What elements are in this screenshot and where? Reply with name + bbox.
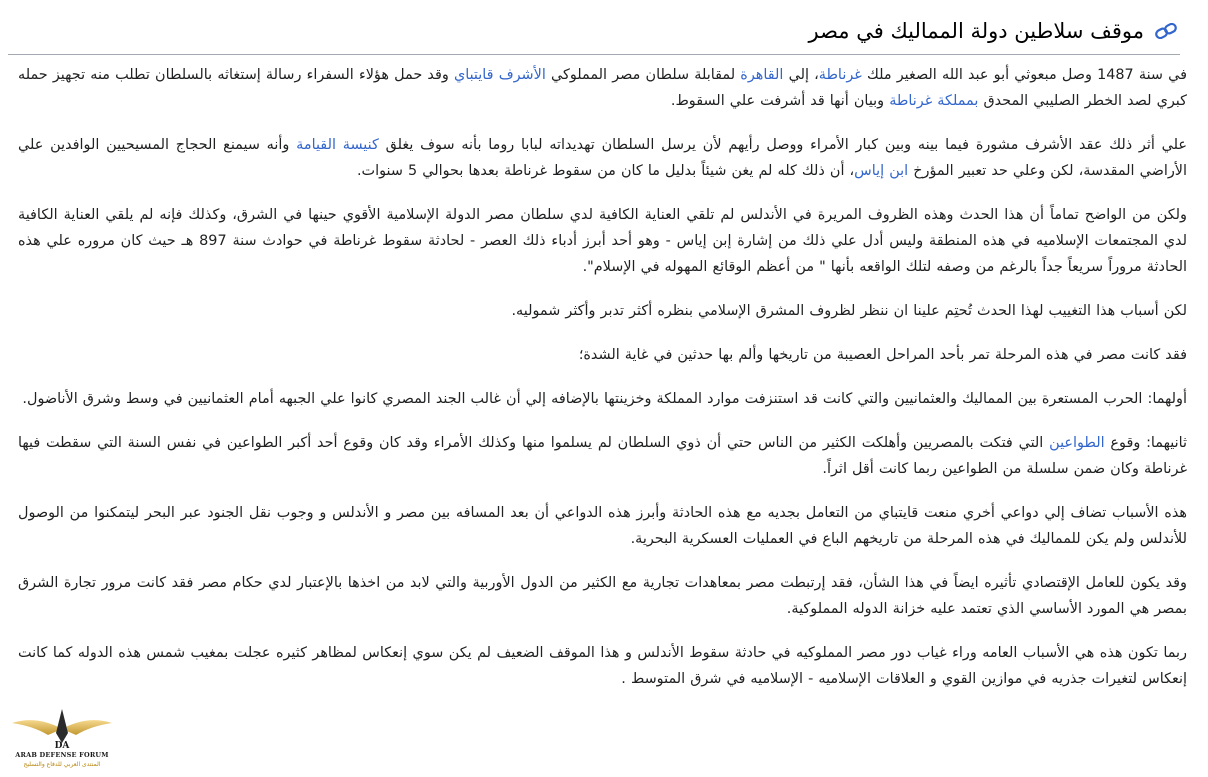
paragraph-text: وقد حمل هؤلاء السفراء رسالة إستغاثه بالسلطان تطلب منه تجهيز حمله كبري لصد الخطر الصليبي المحدق [18, 67, 1187, 109]
paragraph-text: لمقابلة سلطان مصر المملوكي [545, 67, 741, 83]
watermark-logo [8, 699, 116, 775]
logo-name-ar: المنتدى العربي للدفاع والتسليح [23, 761, 101, 768]
paragraph-text: ، إلي [783, 67, 819, 83]
paragraph [18, 298, 1187, 324]
paragraph [18, 570, 1187, 622]
paragraph [18, 202, 1187, 280]
paragraph-text: ربما تكون هذه هي الأسباب العامه وراء غياب دور مصر المملوكيه في حادثة سقوط الأندلس و هذا الموقف الضعيف لم يكن سوي إنعكاس لمظاهر كثيره عجلت بمغيب شمس هذه الدوله كما كانت إنعكاس لتغيرات جذريه في موازين القوي و العلاقات الإسلاميه - الإسلاميه في شرق المتوسط . [18, 645, 1187, 687]
wiki-link[interactable]: الطواعين [1049, 435, 1105, 451]
paragraph [18, 430, 1187, 482]
link-icon-graphic [1154, 23, 1178, 39]
paragraph-text: وبيان أنها قد أشرفت علي السقوط. [670, 93, 890, 109]
paragraph-text: التي فتكت بالمصريين وأهلكت الكثير من الناس حتي أن ذوي السلطان لم يسلموا منها وكذلك الأمراء وقد كان وقوع أحد أكبر الطواعين في نفس السنة التي سقطت فيها غرناطة وكان ضمن سلسلة من الطواعين ربما كانت أقل اثراً. [18, 435, 1187, 477]
paragraph-text: علي أثر ذلك عقد الأشرف مشورة فيما بينه وبين كبار الأمراء ووصل رأيهم لأن يرسل السلطان تهديداته لبابا روما بأنه سوف يغلق [378, 137, 1187, 153]
wiki-link[interactable]: غرناطة [818, 67, 862, 83]
paragraph-text: ثانيهما: وقوع [1104, 435, 1187, 451]
wiki-link[interactable]: الأشرف قايتباي [453, 67, 546, 83]
paragraph [18, 640, 1187, 692]
section-title: موقف سلاطين دولة المماليك في مصر [808, 18, 1144, 43]
section-heading [8, 8, 1180, 55]
paragraph [18, 62, 1187, 114]
paragraph-text: في سنة 1487 وصل مبعوثي أبو عبد الله الصغير ملك [861, 67, 1188, 83]
logo-name-en: ARAB DEFENSE FORUM [15, 751, 109, 759]
paragraph [18, 500, 1187, 552]
paragraph-text: هذه الأسباب تضاف إلي دواعي أخري منعت قايتباي من التعامل بجديه مع هذه الحادثة وأبرز هذه الدواعي أن بعد المسافه بين مصر و الأندلس و وجوب نقل الجنود عبر البحر ليتمكنوا من الوصول للأندلس ولم يكن للمماليك في هذه المرحلة من تاريخهم الباع في العمليات العسكرية البحرية. [18, 505, 1187, 547]
paragraph-text: ولكن من الواضح تماماً أن هذا الحدث وهذه الظروف المريرة في الأندلس لم تلقي العناية الكافية لدي سلطان مصر الدولة الإسلامية الأقوي حينها في الشرق، وكذلك فإنه لم يلقي العناية الكافية لدي المجتمعات الإسلاميه في هذه المنطقة وليس أدل علي ذلك من إشارة إبن إياس - وهو أحد أبرز أدباء ذلك العصر - لحادثة سقوط غرناطة في حوادث سنة 897 هـ حيث كان مروره علي هذه الحادثة مروراً سريعاً جداً بالرغم من وصفه لتلك الواقعه بأنها " من أعظم الوقائع المهوله في الإسلام". [18, 207, 1187, 275]
paragraph-text: وقد يكون للعامل الإقتصادي تأثيره ايضاً في هذا الشأن، فقد إرتبطت مصر بمعاهدات تجارية مع الكثير من الدول الأوربية والتي لابد من اخذها بالإعتبار لدي حكام مصر فقد كانت مرور تجارة الشرق بمصر هي المورد الأساسي الذي تعتمد عليه خزانة الدوله المملوكية. [18, 575, 1187, 617]
wiki-link[interactable]: ابن إياس [854, 163, 909, 179]
link-icon[interactable] [1152, 21, 1178, 41]
paragraph [18, 132, 1187, 184]
paragraph-text: وأنه سيمنع الحجاج المسيحيين الوافدين علي الأراضي المقدسة، لكن وعلي حد تعبير المؤرخ [18, 137, 1187, 179]
logo-monogram: DA [54, 741, 70, 751]
wiki-link[interactable]: كنيسة القيامة [296, 137, 379, 153]
wiki-link[interactable]: بمملكة غرناطة [889, 93, 979, 109]
article-body [18, 62, 1187, 710]
paragraph-text: ، أن ذلك كله لم يغن شيئاً بدليل ما كان من سقوط غرناطة بعدها بحوالي 5 سنوات. [356, 163, 855, 179]
eagle-logo-icon [8, 699, 116, 751]
paragraph [18, 386, 1187, 412]
paragraph-text: أولهما: الحرب المستعرة بين المماليك والعثمانيين والتي كانت قد استنزفت موارد المملكة وخزينتها بالإضافه إلي أن غالب الجند المصري كانوا علي الجبهه أمام العثمانيين في وسط وشرق الأناضول. [22, 391, 1187, 407]
paragraph-text: لكن أسباب هذا التغييب لهذا الحدث تُحتِم علينا ان ننظر لظروف المشرق الإسلامي بنظره أكثر تدبر وأكثر شموليه. [511, 303, 1187, 319]
paragraph [18, 342, 1187, 368]
paragraph-text: فقد كانت مصر في هذه المرحلة تمر بأحد المراحل العصيبة من تاريخها وألم بها حدثين في غاية الشدة؛ [578, 347, 1187, 363]
wiki-link[interactable]: القاهرة [740, 67, 784, 83]
